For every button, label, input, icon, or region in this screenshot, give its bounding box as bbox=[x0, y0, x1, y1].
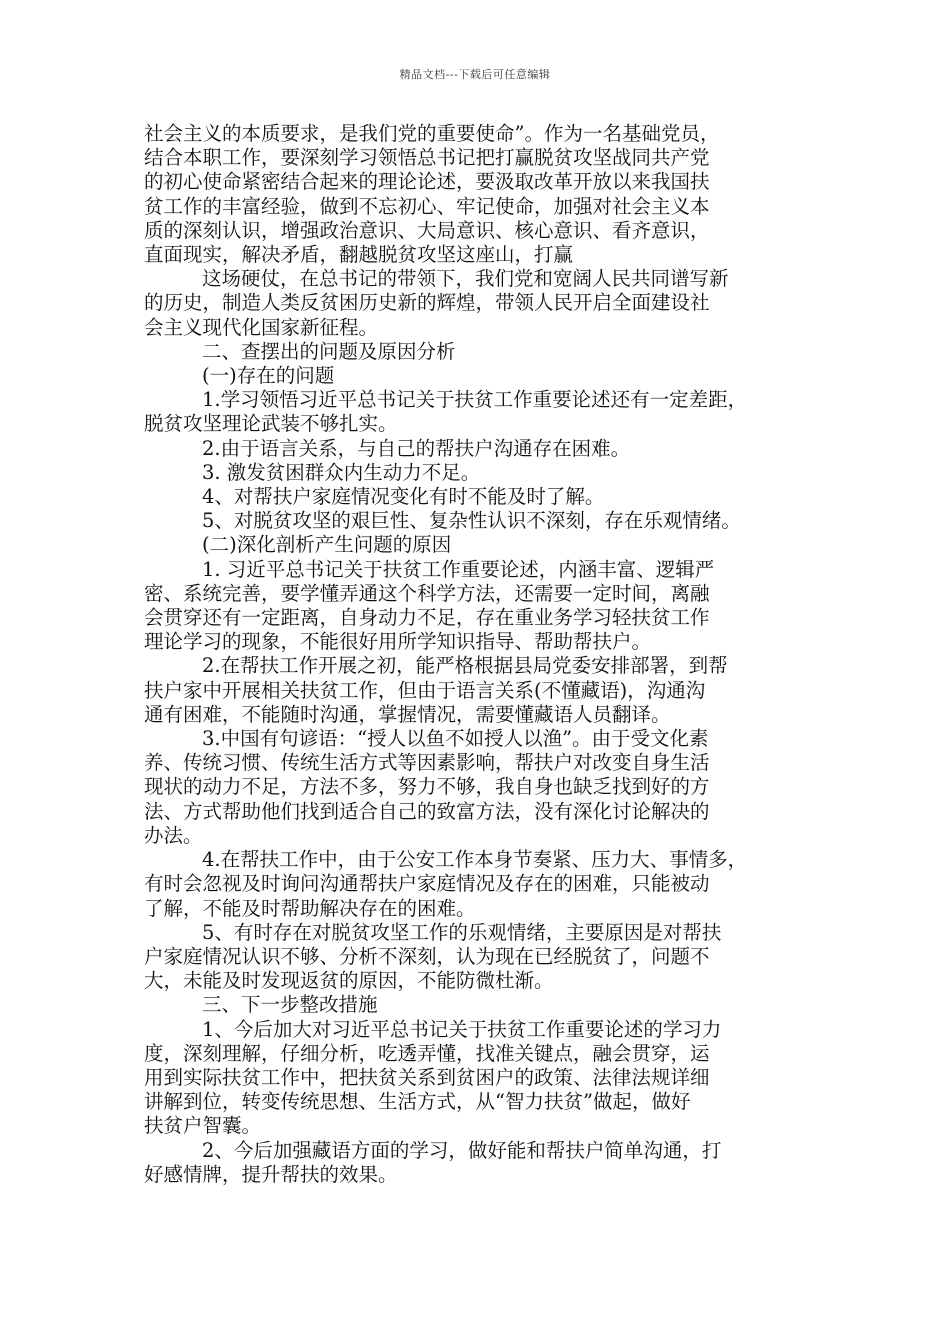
text-line: 理论学习的现象，不能很好用所学知识指导、帮助帮扶户。 bbox=[144, 630, 652, 654]
text-line: 的历史，制造人类反贫困历史新的辉煌，带领人民开启全面建设社 bbox=[144, 291, 710, 315]
text-line: 脱贫攻坚理论武装不够扎实。 bbox=[144, 412, 398, 436]
text-line: 好感情牌，提升帮扶的效果。 bbox=[144, 1162, 398, 1186]
text-line: 2.由于语言关系，与自己的帮扶户沟通存在困难。 bbox=[202, 436, 631, 460]
text-line: 贫工作的丰富经验，做到不忘初心、牢记使命，加强对社会主义本 bbox=[144, 194, 710, 218]
text-line: 三、下一步整改措施 bbox=[202, 993, 378, 1017]
text-line: 了解，不能及时帮助解决存在的困难。 bbox=[144, 896, 476, 920]
text-line: 办法。 bbox=[144, 823, 203, 847]
text-line: 扶贫户智囊。 bbox=[144, 1114, 262, 1138]
text-line: 会主义现代化国家新征程。 bbox=[144, 315, 379, 339]
text-line: 3. 激发贫困群众内生动力不足。 bbox=[202, 460, 481, 484]
text-line: 的初心使命紧密结合起来的理论论述，要汲取改革开放以来我国扶 bbox=[144, 170, 710, 194]
text-line: 1. 习近平总书记关于扶贫工作重要论述，内涵丰富、逻辑严 bbox=[202, 557, 715, 581]
text-line: 度，深刻理解，仔细分析，吃透弄懂，找准关键点，融会贯穿，运 bbox=[144, 1041, 710, 1065]
text-line: 2、今后加强藏语方面的学习，做好能和帮扶户简单沟通，打 bbox=[202, 1138, 722, 1162]
text-line: 大，未能及时发现返贫的原因，不能防微杜渐。 bbox=[144, 969, 554, 993]
text-line: 2.在帮扶工作开展之初，能严格根据县局党委安排部署，到帮 bbox=[202, 654, 728, 678]
text-line: 二、查摆出的问题及原因分析 bbox=[202, 339, 456, 363]
text-line: 通有困难，不能随时沟通，掌握情况，需要懂藏语人员翻译。 bbox=[144, 702, 671, 726]
text-line: 3.中国有句谚语：“授人以鱼不如授人以渔”。由于受文化素 bbox=[202, 727, 709, 751]
text-line: 直面现实，解决矛盾，翻越脱贫攻坚这座山，打赢 bbox=[144, 243, 574, 267]
document-body bbox=[144, 122, 832, 1187]
text-line: 1、今后加大对习近平总书记关于扶贫工作重要论述的学习力 bbox=[202, 1017, 722, 1041]
text-line: 用到实际扶贫工作中，把扶贫关系到贫困户的政策、法律法规详细 bbox=[144, 1065, 710, 1089]
text-line: 户家庭情况认识不够、分析不深刻，认为现在已经脱贫了，问题不 bbox=[144, 944, 710, 968]
text-line: 养、传统习惯、传统生活方式等因素影响，帮扶户对改变自身生活 bbox=[144, 751, 710, 775]
text-line: 现状的动力不足，方法不多，努力不够，我自身也缺乏找到好的方 bbox=[144, 775, 710, 799]
text-line: 扶户家中开展相关扶贫工作，但由于语言关系(不懂藏语)，沟通沟 bbox=[144, 678, 706, 702]
text-line: 社会主义的本质要求，是我们党的重要使命”。作为一名基础党员， bbox=[144, 122, 720, 145]
text-line: 1.学习领悟习近平总书记关于扶贫工作重要论述还有一定差距， bbox=[202, 388, 748, 412]
text-line: (二)深化剖析产生问题的原因 bbox=[202, 533, 452, 557]
text-line: 5、有时存在对脱贫攻坚工作的乐观情绪，主要原因是对帮扶 bbox=[202, 920, 722, 944]
text-line: 结合本职工作，要深刻学习领悟总书记把打赢脱贫攻坚战同共产党 bbox=[144, 146, 710, 170]
text-line: 4.在帮扶工作中，由于公安工作本身节奏紧、压力大、事情多， bbox=[202, 848, 748, 872]
text-line: 密、系统完善，要学懂弄通这个科学方法，还需要一定时间，离融 bbox=[144, 581, 710, 605]
text-line: 这场硬仗，在总书记的带领下，我们党和宽阔人民共同谱写新 bbox=[202, 267, 729, 291]
text-line: 5、对脱贫攻坚的艰巨性、复杂性认识不深刻，存在乐观情绪。 bbox=[202, 509, 741, 533]
text-line: 讲解到位，转变传统思想、生活方式，从“智力扶贫”做起，做好 bbox=[144, 1090, 691, 1114]
page-header: 精品文档---下载后可任意编辑 bbox=[399, 68, 551, 81]
text-line: 法、方式帮助他们找到适合自己的致富方法，没有深化讨论解决的 bbox=[144, 799, 710, 823]
text-line: (一)存在的问题 bbox=[202, 364, 335, 388]
text-line: 会贯穿还有一定距离，自身动力不足，存在重业务学习轻扶贫工作 bbox=[144, 606, 710, 630]
text-line: 4、对帮扶户家庭情况变化有时不能及时了解。 bbox=[202, 485, 605, 509]
text-line: 有时会忽视及时询问沟通帮扶户家庭情况及存在的困难，只能被动 bbox=[144, 872, 710, 896]
text-line: 质的深刻认识，增强政治意识、大局意识、核心意识、看齐意识， bbox=[144, 218, 710, 242]
